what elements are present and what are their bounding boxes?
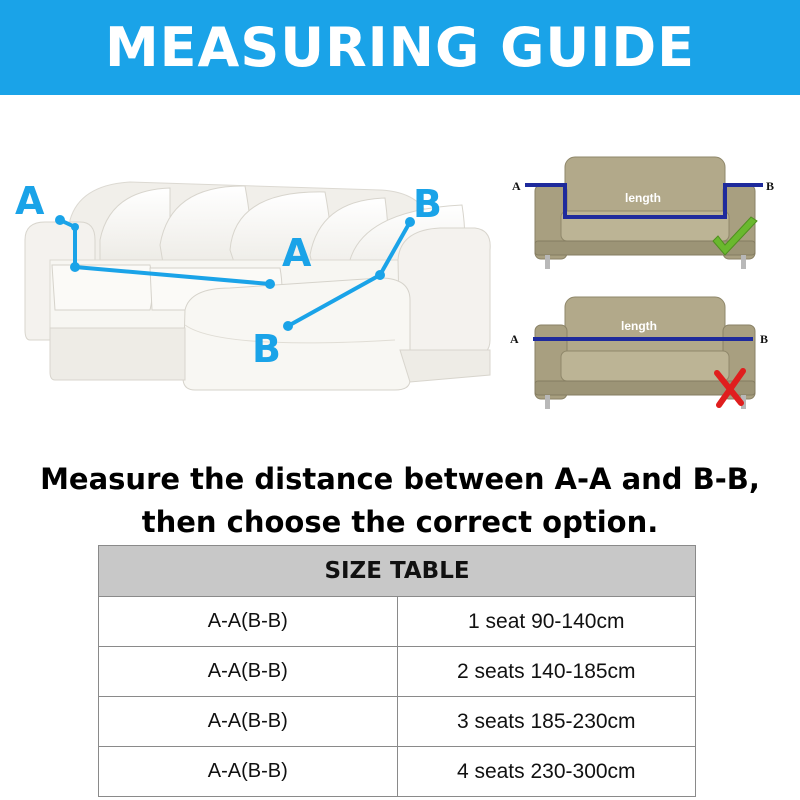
table-row bbox=[99, 697, 696, 747]
page-title: MEASURING GUIDE bbox=[104, 16, 696, 79]
label-a: A bbox=[510, 332, 519, 346]
length-label: length bbox=[621, 319, 657, 333]
size-table-header bbox=[99, 546, 696, 597]
table-row bbox=[99, 747, 696, 797]
size-cell: 3 seats 185-230cm bbox=[397, 697, 696, 747]
point-a-seat bbox=[70, 262, 80, 272]
table-row bbox=[99, 647, 696, 697]
correct-example-diagram bbox=[505, 145, 785, 275]
point-a-corner bbox=[71, 223, 79, 231]
label-b: B bbox=[766, 179, 775, 193]
sectional-sofa-diagram bbox=[0, 150, 500, 450]
beige-sofa-illustration bbox=[535, 297, 755, 409]
instruction-line-2: then choose the correct option. bbox=[141, 505, 659, 539]
point-b-corner bbox=[375, 270, 385, 280]
label-a: A bbox=[512, 179, 521, 193]
instruction-line-1: Measure the distance between A-A and B-B, bbox=[40, 462, 760, 496]
point-a-end bbox=[265, 279, 275, 289]
measure-cell: A-A(B-B) bbox=[99, 697, 398, 747]
size-cell: 1 seat 90-140cm bbox=[397, 597, 696, 647]
size-table-title: SIZE TABLE bbox=[99, 546, 696, 597]
size-cell: 4 seats 230-300cm bbox=[397, 747, 696, 797]
incorrect-example-diagram bbox=[505, 285, 785, 415]
header-banner bbox=[0, 0, 800, 95]
measure-cell: A-A(B-B) bbox=[99, 747, 398, 797]
size-table bbox=[98, 545, 696, 797]
point-a-top bbox=[55, 215, 65, 225]
size-cell: 2 seats 140-185cm bbox=[397, 647, 696, 697]
measure-instruction bbox=[0, 458, 800, 544]
point-b-bottom bbox=[283, 321, 293, 331]
label-a-right: A bbox=[282, 231, 312, 275]
length-label: length bbox=[625, 191, 661, 205]
label-b-bottom: B bbox=[252, 327, 281, 371]
label-a-left: A bbox=[15, 179, 45, 223]
measure-cell: A-A(B-B) bbox=[99, 647, 398, 697]
table-row bbox=[99, 597, 696, 647]
label-b: B bbox=[760, 332, 769, 346]
measure-cell: A-A(B-B) bbox=[99, 597, 398, 647]
label-b-top: B bbox=[413, 182, 442, 226]
